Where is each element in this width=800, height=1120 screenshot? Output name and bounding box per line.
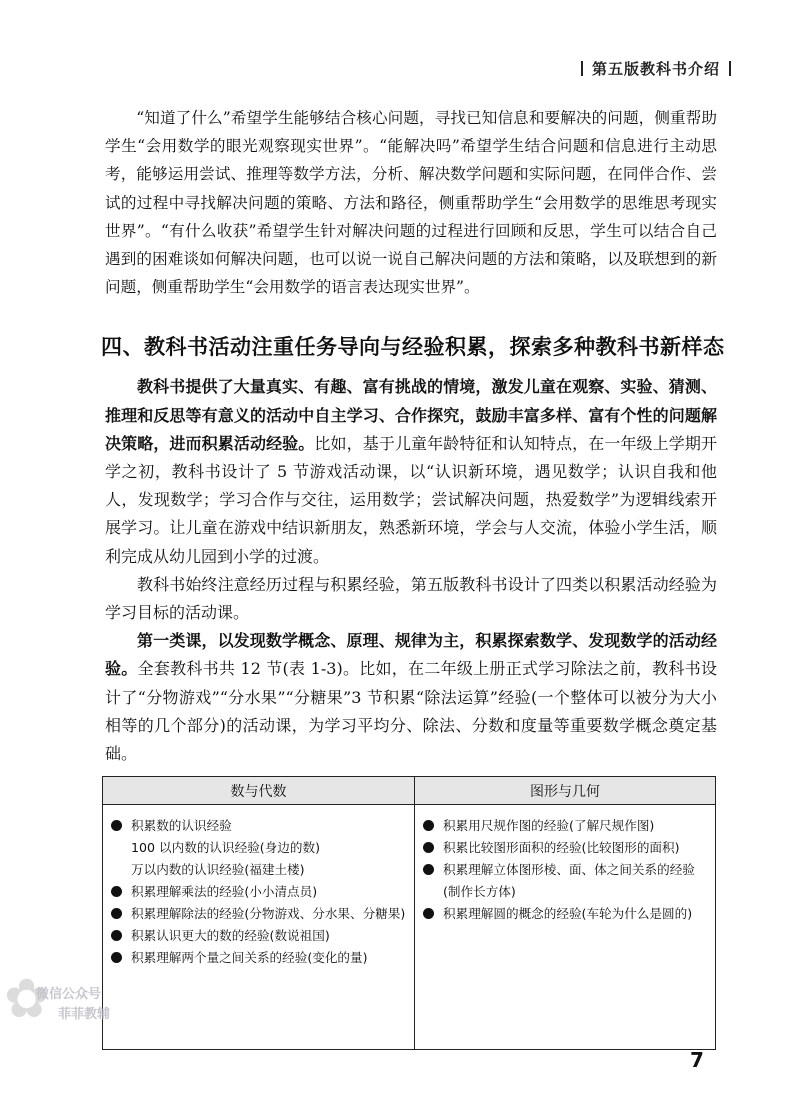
watermark	[0, 965, 145, 1035]
list-item: 积累用尺规作图的经验(了解尺规作图)	[423, 815, 709, 837]
bullet-icon	[423, 820, 434, 831]
header-left-rule	[581, 61, 583, 76]
watermark-logo-icon: ✿	[4, 967, 50, 1030]
paragraph-2-rest: 比如，基于儿童年龄特征和认知特点，在一年级上学期开学之初，教科书设计了 5 节游戏活动课，以“认识新环境，遇见数学；认识自我和他人，发现数学；学习合作与交往，运用数学；尝试解决问题，热爱数学”为逻辑线索开展学习。让儿童在游戏中结识新朋友，熟悉新环境，学会与人交流，体验小学生活，顺利完成从幼儿园到小学的过渡。	[105, 433, 717, 566]
list-item: 积累数的认识经验	[111, 815, 414, 837]
list-item: 积累理解乘法的经验(小小清点员)	[111, 881, 414, 903]
paragraph-4-rest: 全套教科书共 12 节(表 1-3)。比如，在二年级上册正式学习除法之前，教科书设计了“分物游戏”“分水果”“分糖果”3 节积累“除法运算”经验(一个整体可以被分为大小相等的几个部分)的活动课，为学习平均分、除法、分数和度量等重要数学概念奠定基础。	[105, 659, 717, 764]
table-header-number-algebra: 数与代数	[103, 777, 415, 805]
bullet-icon	[423, 864, 434, 875]
list-item: 积累理解立体图形棱、面、体之间关系的经验(制作长方体)	[423, 859, 709, 903]
watermark-line-1: 微信公众号	[36, 987, 102, 1002]
list-item: 积累认识更大的数的经验(数说祖国)	[111, 925, 414, 947]
lesson-table	[102, 776, 716, 1050]
list-item: 积累理解圆的概念的经验(车轮为什么是圆的)	[423, 903, 709, 925]
paragraph-1: “知道了什么”希望学生能够结合核心问题，寻找已知信息和要解决的问题，侧重帮助学生“会用数学的眼光观察现实世界”。“能解决吗”希望学生结合问题和信息进行主动思考，能够运用尝试、推理等数学方法，分析、解决数学问题和实际问题，在同伴合作、尝试的过程中寻找解决问题的策略、方法和路径，侧重帮助学生“会用数学的思维思考现实世界”。“有什么收获”希望学生针对解决问题的过程进行回顾和反思，学生可以结合自己遇到的困难谈如何解决问题，也可以说一说自己解决问题的方法和策略，以及联想到的新问题，侧重帮助学生“会用数学的语言表达现实世界”。	[105, 109, 717, 297]
bullet-icon	[111, 886, 122, 897]
table-header-geometry: 图形与几何	[415, 777, 716, 805]
paragraph-4	[105, 627, 717, 768]
bullet-icon	[423, 842, 434, 853]
bullet-icon	[111, 820, 122, 831]
running-header	[572, 58, 740, 79]
list-subitem: 万以内数的认识经验(福建土楼)	[131, 862, 305, 877]
section-heading: 四、教科书活动注重任务导向与经验积累，探索多种教科书新样态	[101, 335, 725, 360]
watermark-line-2: 菲菲教辅	[58, 1007, 111, 1022]
bullet-icon	[423, 908, 434, 919]
list-subitem: 100 以内数的认识经验(身边的数)	[131, 840, 320, 855]
body-text	[101, 104, 725, 813]
table-cell-geometry	[415, 805, 716, 1050]
paragraph-3: 教科书始终注意经历过程与积累经验，第五版教科书设计了四类以积累活动经验为学习目标的活动课。	[105, 574, 717, 623]
list-item: 积累理解除法的经验(分物游戏、分水果、分糖果)	[111, 903, 414, 925]
table-header-row	[103, 777, 716, 805]
list-item: 积累比较图形面积的经验(比较图形的面积)	[423, 837, 709, 859]
paragraph-4-bold: 第一类课，以发现数学概念、原理、规律为主，积累探索数学、发现数学的活动经验。	[105, 631, 717, 679]
header-title: 第五版教科书介绍	[591, 60, 720, 78]
bullet-icon	[111, 952, 122, 963]
table-body-row	[103, 805, 716, 1050]
header-right-rule	[729, 61, 731, 76]
list-item: 积累理解两个量之间关系的经验(变化的量)	[111, 947, 414, 969]
paragraph-2	[105, 373, 717, 570]
table-cell-number-algebra	[103, 805, 415, 1050]
paragraph-2-bold: 教科书提供了大量真实、有趣、富有挑战的情境，激发儿童在观察、实验、猜测、推理和反思等有意义的活动中自主学习、合作探究，鼓励丰富多样、富有个性的问题解决策略，进而积累活动经验。	[105, 377, 717, 453]
bullet-icon	[111, 930, 122, 941]
page-number: 7	[690, 1048, 704, 1072]
bullet-icon	[111, 908, 122, 919]
